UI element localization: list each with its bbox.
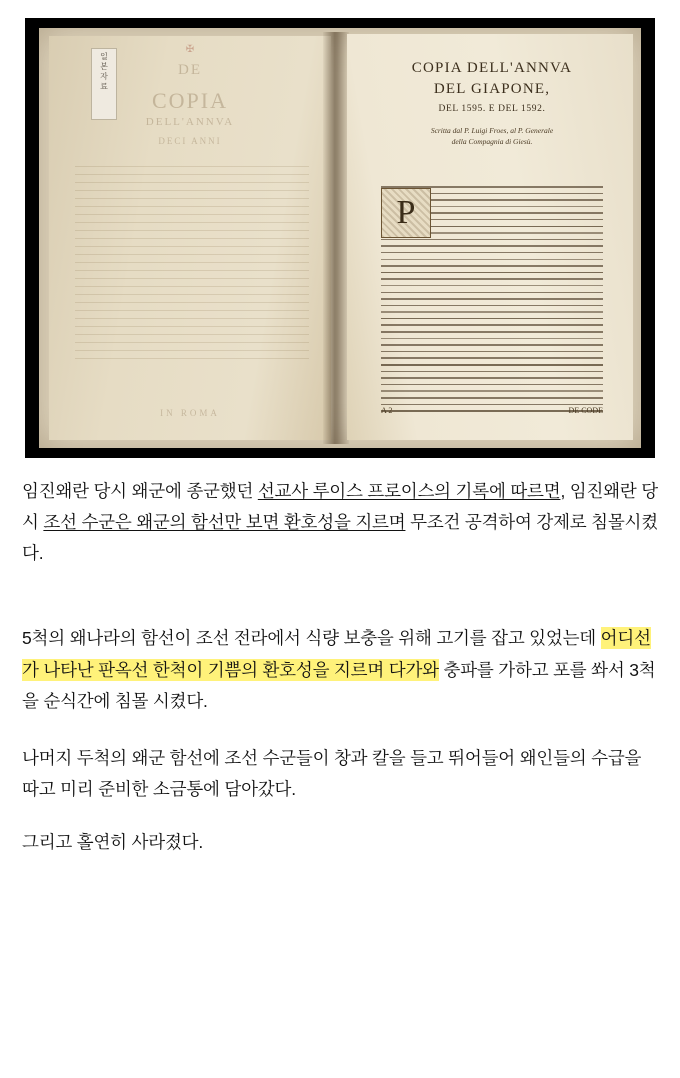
run-plain: 나머지 두척의 왜군 함선에 조선 수군들이 창과 칼을 들고 뛰어들어 왜인들의 수급을 따고 미리 준비한 소금통에 담아갔다. <box>22 747 642 799</box>
paragraph-1 <box>22 476 658 569</box>
article-page <box>0 18 680 1078</box>
run-highlight: 어디선가 나타난 판옥선 한척이 기쁨의 환호성을 지르며 다가와 <box>22 628 651 680</box>
paragraph-spacer <box>22 717 658 743</box>
run-plain: 충파를 가하고 포를 쏴서 3척을 순식간에 침몰 시켰다. <box>22 659 656 711</box>
paragraph-spacer <box>22 805 658 827</box>
book-right-page <box>347 34 633 440</box>
article-body <box>22 458 658 858</box>
paragraph-4 <box>22 827 658 858</box>
ghost-footer: IN ROMA <box>160 408 220 418</box>
title-line-1: COPIA DELL'ANNVA <box>411 60 573 76</box>
ghost-text-line-1: DE <box>178 62 202 78</box>
book-gutter <box>323 32 349 444</box>
title-line-3: DEL 1595. E DEL 1592. <box>438 104 546 114</box>
catchword-row <box>381 406 603 415</box>
ghost-text-line-2: COPIA <box>151 88 228 113</box>
antique-book-photo <box>25 18 655 458</box>
open-book <box>39 28 641 448</box>
run-plain: 그리고 홀연히 사라졌다. <box>22 832 204 853</box>
title-block <box>377 60 607 146</box>
sticker-line-4: 료 <box>100 82 108 91</box>
run-plain: 무조건 공격하여 강제로 침몰시켰다. <box>22 512 658 564</box>
paragraph-2 <box>22 623 658 716</box>
run-plain: 5척의 왜나라의 함선이 조선 전라에서 식량 보충을 위해 고기를 잡고 있었는데 <box>22 628 601 649</box>
drop-cap: P <box>381 188 431 238</box>
run-plain: , 임진왜란 당시 <box>22 481 658 533</box>
signature-mark: A 2 <box>381 406 393 415</box>
subtitle-line-1: Scritta dal P. Luigi Froes, al P. Generale <box>430 126 554 135</box>
sticker-line-2: 본 <box>100 62 108 71</box>
title-line-2: DEL GIAPONE, <box>433 81 551 97</box>
run-underline: 선교사 루이스 프로이스의 기록에 따르면 <box>257 481 561 501</box>
archive-label-sticker <box>91 48 117 120</box>
run-underline: 조선 수군은 왜군의 함선만 보면 환호성을 지르며 <box>43 512 406 533</box>
ghost-text-line-4: DECI ANNI <box>158 136 222 146</box>
ghost-text-line-3: DELL'ANNVA <box>145 116 235 128</box>
ghost-text-block <box>75 166 309 386</box>
subtitle-line-2: della Compagnia di Giesù. <box>451 137 533 146</box>
sticker-line-3: 자 <box>100 72 108 81</box>
printed-body-block <box>381 186 603 396</box>
sticker-line-1: 일 <box>100 52 108 61</box>
paragraph-spacer <box>22 569 658 623</box>
catchword: DE CODE <box>568 406 603 415</box>
run-plain: 임진왜란 당시 왜군에 종군했던 <box>22 481 258 501</box>
paragraph-3 <box>22 743 658 805</box>
ornament-icon: ✠ <box>185 44 195 55</box>
